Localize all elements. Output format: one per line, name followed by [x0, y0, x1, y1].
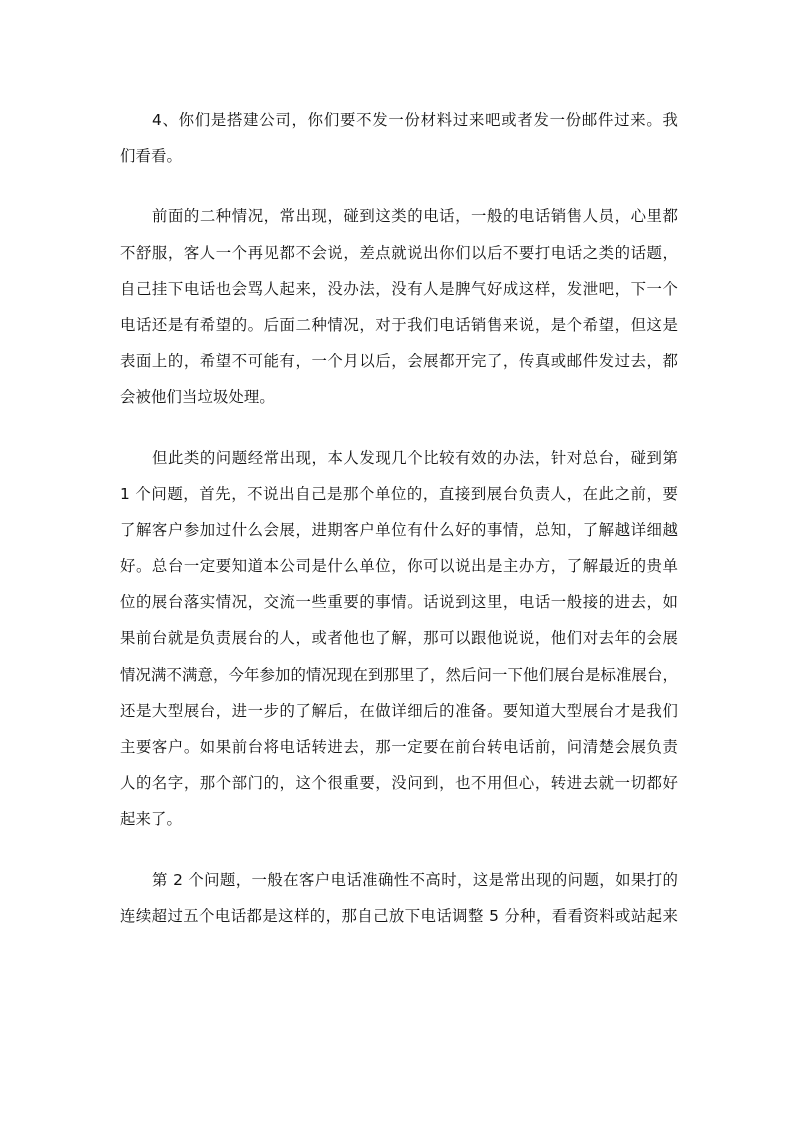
text-line: 连续超过五个电话都是这样的，那自己放下电话调整 5 分种，看看资料或站起来 — [120, 906, 678, 925]
text-line: 人的名字，那个部门的，这个很重要，没问到，也不用但心，转进去就一切都好 — [120, 774, 678, 793]
text-line: 们看看。 — [120, 147, 182, 166]
text-line: 了解客户参加过什么会展，进期客户单位有什么好的事情，总知，了解越详细越 — [120, 520, 678, 539]
text-line: 但此类的问题经常出现，本人发现几个比较有效的办法，针对总台，碰到第 — [152, 448, 678, 467]
text-line: 1 个问题，首先，不说出自己是那个单位的，直接到展台负责人，在此之前，要 — [120, 484, 678, 503]
paragraph-question-2 — [120, 862, 678, 934]
text-line: 4、你们是搭建公司，你们要不发一份材料过来吧或者发一份邮件过来。我 — [152, 111, 678, 129]
text-line: 不舒服，客人一个再见都不会说，差点就说出你们以后不要打电话之类的话题， — [120, 243, 678, 262]
text-line: 前面的二种情况，常出现，碰到这类的电话，一般的电话销售人员，心里都 — [152, 207, 678, 226]
paragraph-methods — [120, 440, 678, 838]
text-line: 会被他们当垃圾处理。 — [120, 388, 275, 407]
text-line: 电话还是有希望的。后面二种情况，对于我们电话销售来说，是个希望，但这是 — [120, 315, 678, 334]
text-line: 好。总台一定要知道本公司是什么单位，你可以说出是主办方，了解最近的贵单 — [120, 557, 678, 576]
text-line: 情况满不满意，今年参加的情况现在到那里了，然后问一下他们展台是标准展台， — [120, 665, 678, 684]
text-line: 果前台就是负责展台的人，或者他也了解，那可以跟他说说，他们对去年的会展 — [120, 629, 678, 648]
text-line: 位的展台落实情况，交流一些重要的事情。话说到这里，电话一般接的进去，如 — [120, 593, 678, 612]
text-line: 主要客户。如果前台将电话转进去，那一定要在前台转电话前，问清楚会展负责 — [120, 738, 678, 756]
document-body — [120, 102, 678, 958]
paragraph-item-4 — [120, 102, 678, 174]
paragraph-situations — [120, 198, 678, 415]
text-line: 第 2 个问题，一般在客户电话准确性不高时，这是常出现的问题，如果打的 — [152, 870, 678, 889]
text-line: 起来了。 — [120, 810, 182, 829]
text-line: 自己挂下电话也会骂人起来，没办法，没有人是脾气好成这样，发泄吧，下一个 — [120, 279, 678, 298]
text-line: 还是大型展台，进一步的了解后，在做详细后的准备。要知道大型展台才是我们 — [120, 701, 678, 720]
text-line: 表面上的，希望不可能有，一个月以后，会展都开完了，传真或邮件发过去，都 — [120, 352, 678, 371]
